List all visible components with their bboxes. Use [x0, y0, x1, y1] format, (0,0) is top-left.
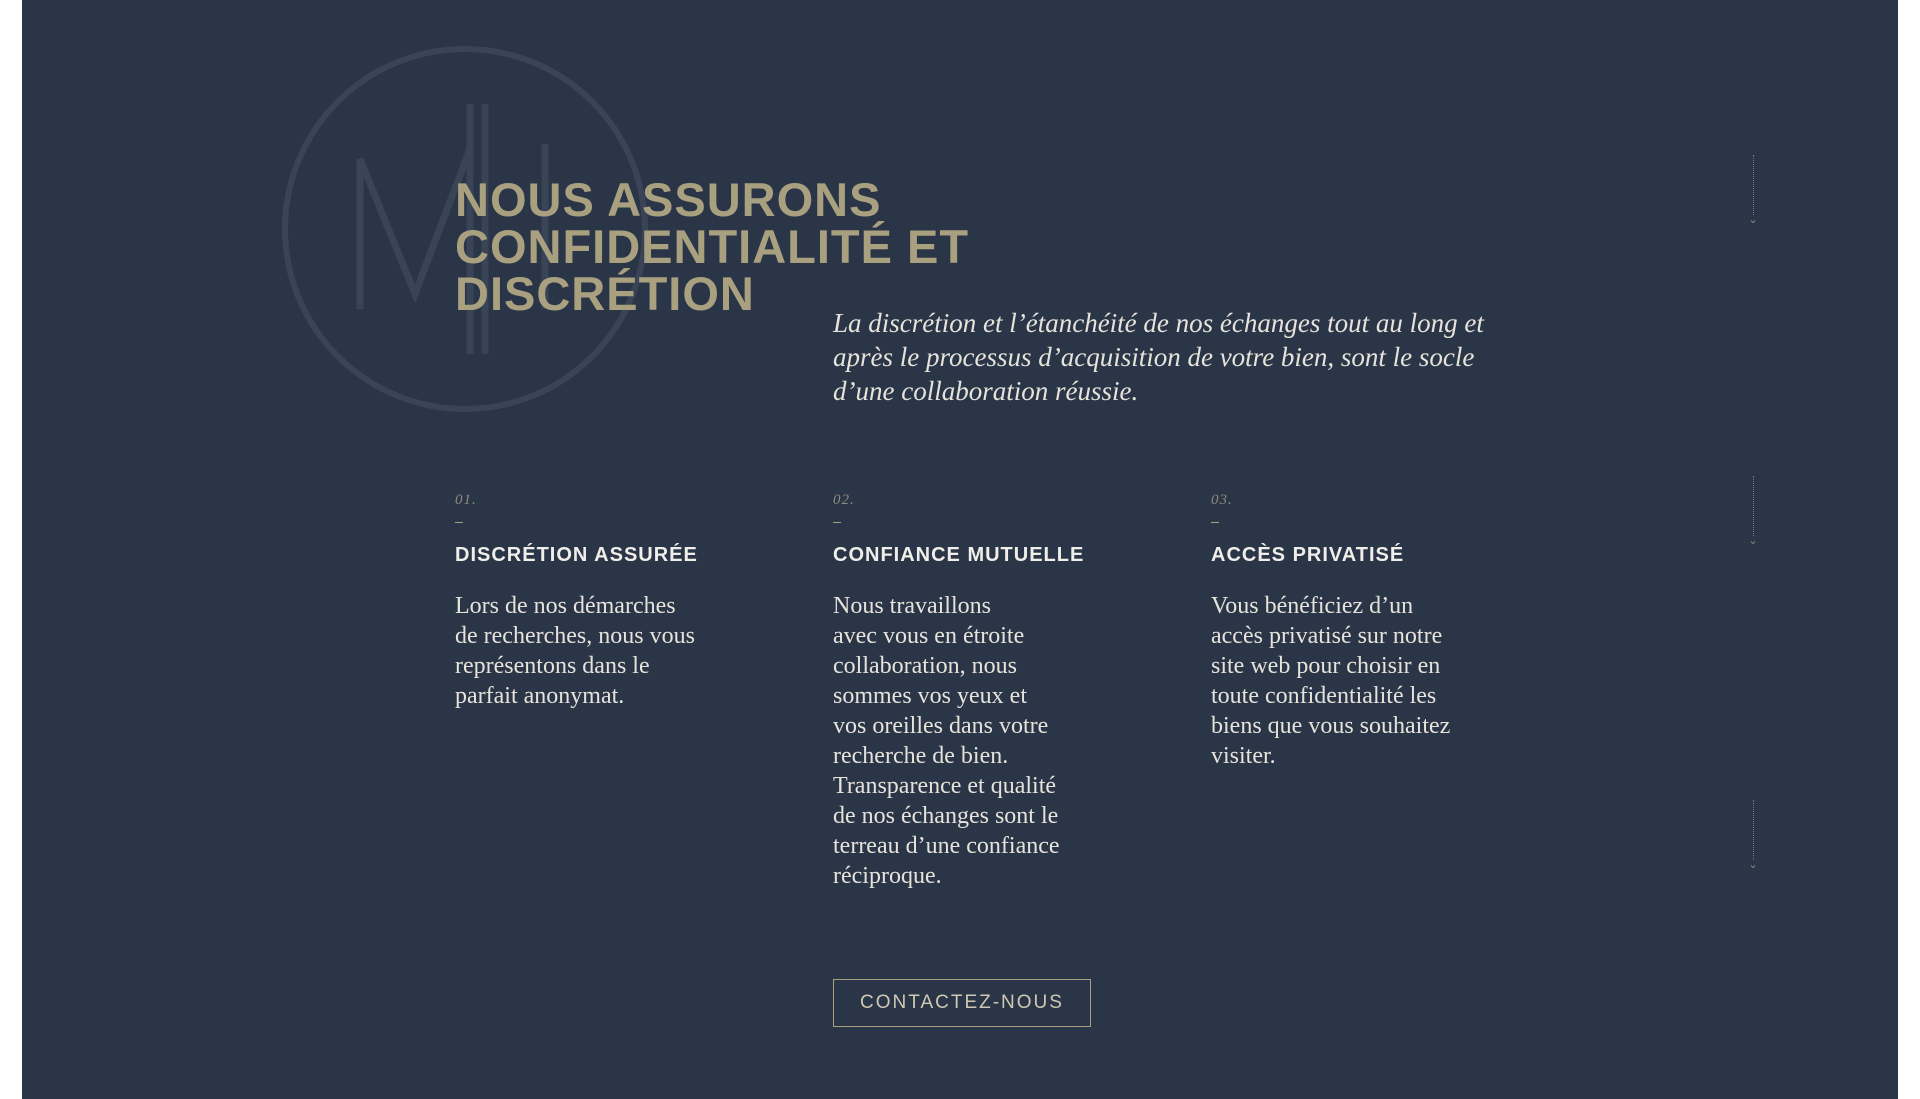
scroll-marker[interactable] [1747, 476, 1759, 546]
intro-text: La discrétion et l’étanchéité de nos échanges tout au long et après le processus d’acquisition de votre bien, sont le socle d’une collaboration réussie. [833, 308, 1484, 406]
section-heading [455, 173, 1075, 320]
chevron-down-icon: ⌄ [1748, 859, 1758, 871]
feature-confiance [833, 491, 1123, 891]
scroll-marker[interactable] [1747, 800, 1759, 870]
feature-title: ACCÈS PRIVATISÉ [1211, 544, 1405, 566]
feature-acces [1211, 491, 1501, 771]
heading-line: NOUS ASSURONS [455, 173, 882, 226]
feature-divider [455, 522, 463, 523]
dotted-line [1753, 155, 1754, 215]
feature-body: Vous bénéficiez d’un accès privatisé sur notre site web pour choisir en toute confidentialité les biens que vous souhaitez visiter. [1211, 593, 1451, 769]
feature-divider [1211, 522, 1219, 523]
chevron-down-icon: ⌄ [1748, 535, 1758, 547]
dotted-line [1753, 476, 1754, 536]
feature-title: DISCRÉTION ASSURÉE [455, 544, 698, 566]
scroll-marker[interactable] [1747, 155, 1759, 225]
chevron-down-icon: ⌄ [1748, 214, 1758, 226]
feature-body: Lors de nos démarches de recherches, nous vous représentons dans le parfait anonymat. [455, 593, 695, 709]
feature-number: 01. [455, 492, 477, 508]
contact-button[interactable]: CONTACTEZ-NOUS [833, 979, 1091, 1027]
feature-title: CONFIANCE MUTUELLE [833, 544, 1085, 566]
dotted-line [1753, 800, 1754, 860]
heading-line: DISCRÉTION [455, 267, 755, 320]
feature-number: 03. [1211, 492, 1233, 508]
feature-number: 02. [833, 492, 855, 508]
heading-line: CONFIDENTIALITÉ ET [455, 220, 970, 273]
feature-discretion [455, 491, 745, 711]
content-panel [22, 0, 1898, 1099]
feature-body: Nous travaillons avec vous en étroite collaboration, nous sommes vos yeux et vos oreilles dans votre recherche de bien. Transparence et qualité de nos échanges sont le terreau d’une confiance réciproque. [833, 593, 1060, 889]
feature-divider [833, 522, 841, 523]
